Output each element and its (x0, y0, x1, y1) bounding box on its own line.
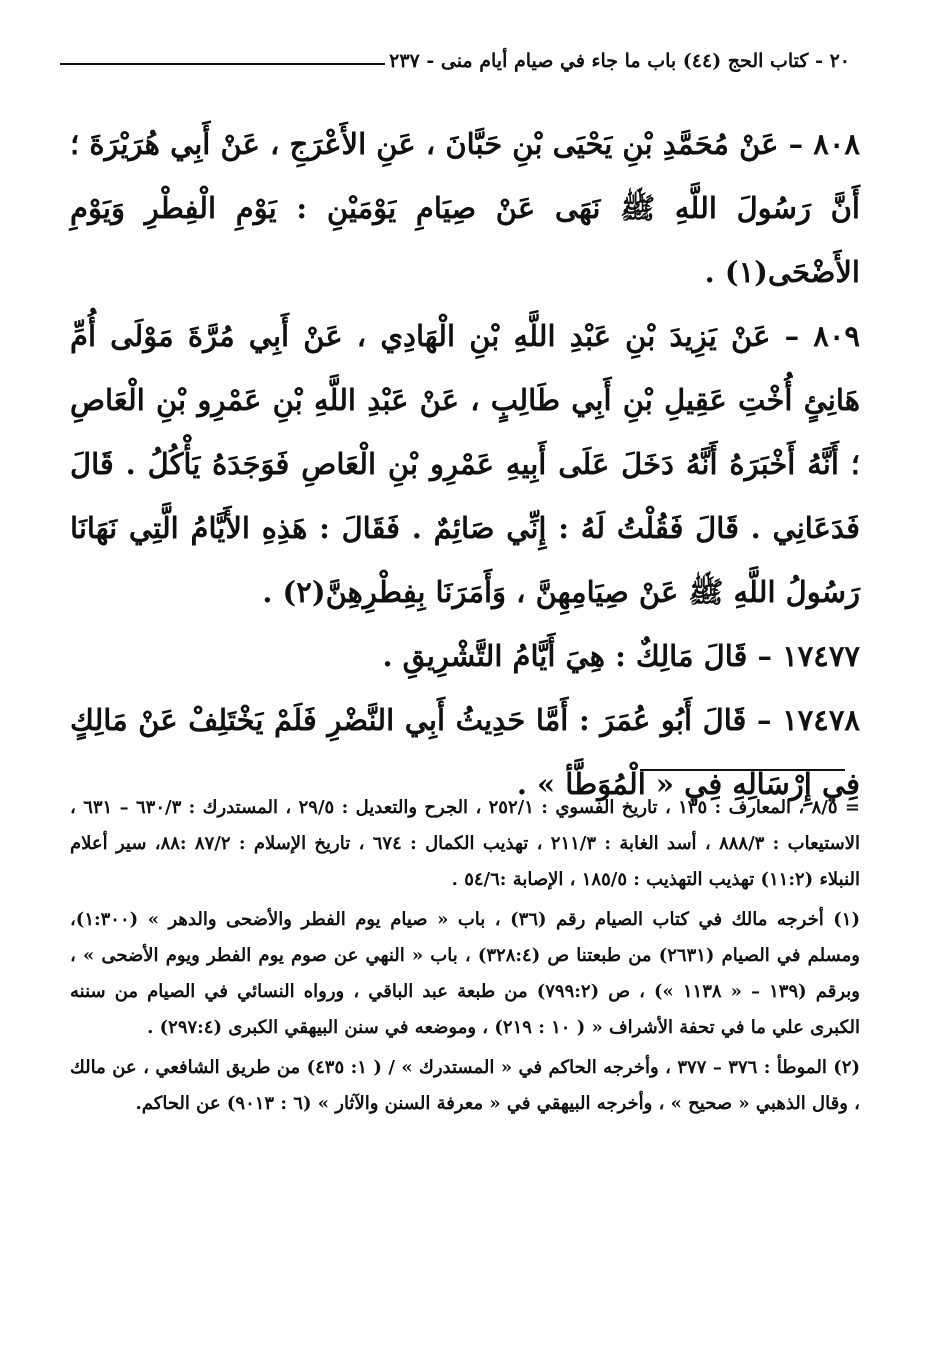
entry-17477 (70, 624, 860, 688)
footnote-text: أخرجه مالك في كتاب الصيام رقم (٣٦) ، باب « صيام يوم الفطر والأضحى والدهر » (١:٣٠٠)، ومسلم في الصيام (٢٦٣١) من طبعتنا ص (٣٢٨:٤) ، باب « النهي عن صوم يوم الفطر ويوم الأضحى » ، وبرقم (١٣٩ – « ١١٣٨ ») ، ص (٧٩٩:٢) من طبعة عبد الباقي ، ورواه النسائي في الصيام من سننه الكبرى علي ما في تحفة الأشراف « ( ١٠ : ٢١٩) ، وموضعه في سنن البيهقي الكبرى (٢٩٧:٤) . (70, 909, 860, 1038)
running-header (60, 42, 850, 80)
hadith-809 (70, 304, 860, 624)
footnote-separator (640, 769, 845, 771)
footnote-text: = ٨/٥ ، المعارف : ١٣٥ ، تاريخ الفسوي : ٢٥٢/١ ، الجرح والتعديل : ٢٩/٥ ، المستدرك : ٦٣٠/٣ – ٦٣١ ، الاستيعاب : ٨٨٨/٣ ، أسد الغابة : ٢١١/٣ ، تهذيب الكمال : ٦٧٤ ، تاريخ الإسلام : ٨٧/٢ :٨٨، سير أعلام النبلاء (١١:٢) تهذيب التهذيب : ١٨٥/٥ ، الإصابة :٥٤/٦ . (70, 797, 860, 890)
paragraph-number: ٨٠٩ (813, 319, 860, 353)
hadith-808 (70, 112, 860, 304)
paragraph-number: ١٧٤٧٨ (782, 703, 860, 737)
main-text (70, 112, 860, 816)
paragraph-text: – قَالَ مَالِكٌ : هِيَ أَيَّامُ التَّشْرِيقِ . (382, 639, 783, 673)
footnote-text: الموطأ : ٣٧٦ – ٣٧٧ ، وأخرجه الحاكم في « المستدرك » / ( ١: ٤٣٥) من طريق الشافعي ، عن مالك ، وقال الذهبي « صحيح » ، وأخرجه البيهقي في « معرفة السنن والآثار » (٦ : ٩٠١٣) عن الحاكم. (70, 1057, 860, 1114)
footnote-2 (70, 1050, 860, 1122)
paragraph-text: – قَالَ أَبُو عُمَرَ : أَمَّا حَدِيثُ أَبِي النَّضْرِ فَلَمْ يَخْتَلِفْ عَنْ مَالِكٍ فِي إِرْسَالِهِ فِي « الْمُوَطَّأ » . (70, 703, 860, 801)
paragraph-number: ١٧٤٧٧ (782, 639, 860, 673)
paragraph-text: – عَنْ مُحَمَّدِ بْنِ يَحْيَى بْنِ حَبَّانَ ، عَنِ الأَعْرَجِ ، عَنْ أَبِي هُرَيْرَةَ ؛ أَنَّ رَسُولَ اللَّهِ ﷺ نَهَى عَنْ صِيَامِ يَوْمَيْنِ : يَوْمِ الْفِطْرِ وَيَوْمِ الأَضْحَى(١) . (70, 127, 860, 289)
paragraph-text: – عَنْ يَزِيدَ بْنِ عَبْدِ اللَّهِ بْنِ الْهَادِي ، عَنْ أَبِي مُرَّةَ مَوْلَى أُمِّ هَانِئٍ أُخْتِ عَقِيلِ بْنِ أَبِي طَالِبٍ ، عَنْ عَبْدِ اللَّهِ بْنِ عَمْرِو بْنِ الْعَاصِ ؛ أَنَّهُ أَخْبَرَهُ أَنَّهُ دَخَلَ عَلَى أَبِيهِ عَمْرِو بْنِ الْعَاصِ فَوَجَدَهُ يَأْكُلُ . قَالَ فَدَعَانِي . قَالَ فَقُلْتُ لَهُ : إِنِّي صَائِمٌ . فَقَالَ : هَذِهِ الأَيَّامُ الَّتِي نَهَانَا رَسُولُ اللَّهِ ﷺ عَنْ صِيَامِهِنَّ ، وَأَمَرَنَا بِفِطْرِهِنَّ(٢) . (70, 319, 860, 609)
paragraph-number: ٨٠٨ (813, 127, 860, 161)
footnote-label: (١) (833, 909, 860, 930)
header-rule (60, 63, 385, 65)
footnotes (70, 790, 860, 1126)
footnote-label: (٢) (833, 1057, 860, 1078)
footnote-1 (70, 902, 860, 1046)
header-title: ٢٠ - كتاب الحج (٤٤) باب ما جاء في صيام أيام منى - ٢٣٧ (389, 50, 850, 72)
footnote-continuation (70, 790, 860, 898)
